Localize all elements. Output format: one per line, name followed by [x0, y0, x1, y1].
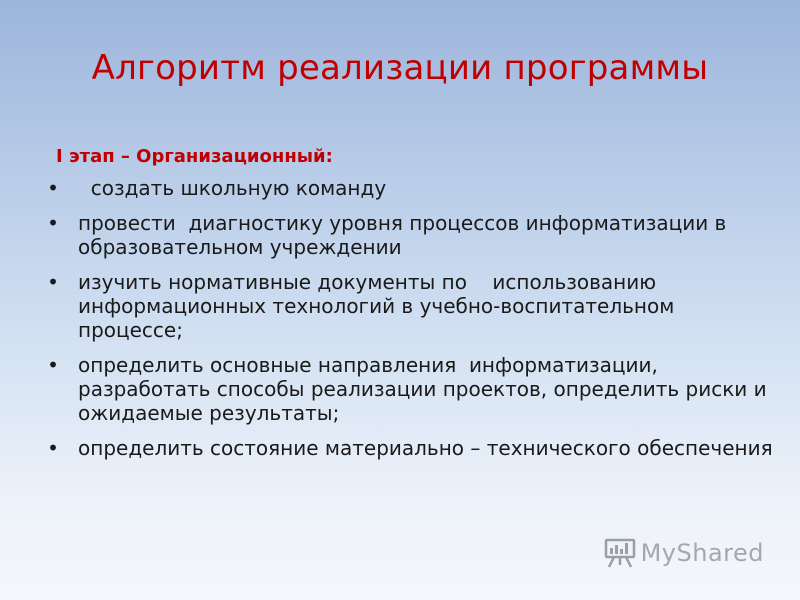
- list-item: [46, 436, 776, 460]
- watermark-logo[interactable]: [603, 538, 764, 568]
- list-item: [46, 211, 776, 259]
- list-item: [46, 270, 776, 342]
- watermark-text: MyShared: [640, 539, 764, 567]
- list-item: [46, 353, 780, 425]
- bullet-text: изучить нормативные документы по использованию информационных технологий в учебно-воспитательном процессе;: [78, 270, 681, 342]
- bullet-dot: •: [47, 436, 59, 460]
- bullet-dot: •: [47, 176, 59, 200]
- bullet-dot: •: [47, 211, 59, 235]
- presentation-board-icon: [603, 538, 637, 568]
- bullet-text: определить основные направления информатизации, разработать способы реализации проектов, определить риски и ожидаемые результаты;: [78, 353, 780, 425]
- bullet-dot: •: [47, 270, 59, 294]
- bullet-list: [46, 176, 780, 471]
- bullet-text: определить состояние материально – технического обеспечения: [78, 436, 773, 460]
- slide-title: Алгоритм реализации программы: [91, 48, 709, 88]
- bullet-text: создать школьную команду: [78, 176, 387, 200]
- bullet-text: провести диагностику уровня процессов информатизации в образовательном учреждении: [78, 211, 733, 259]
- bullet-dot: •: [47, 353, 59, 377]
- list-item: [46, 176, 776, 200]
- stage-heading: I этап – Организационный:: [56, 146, 333, 167]
